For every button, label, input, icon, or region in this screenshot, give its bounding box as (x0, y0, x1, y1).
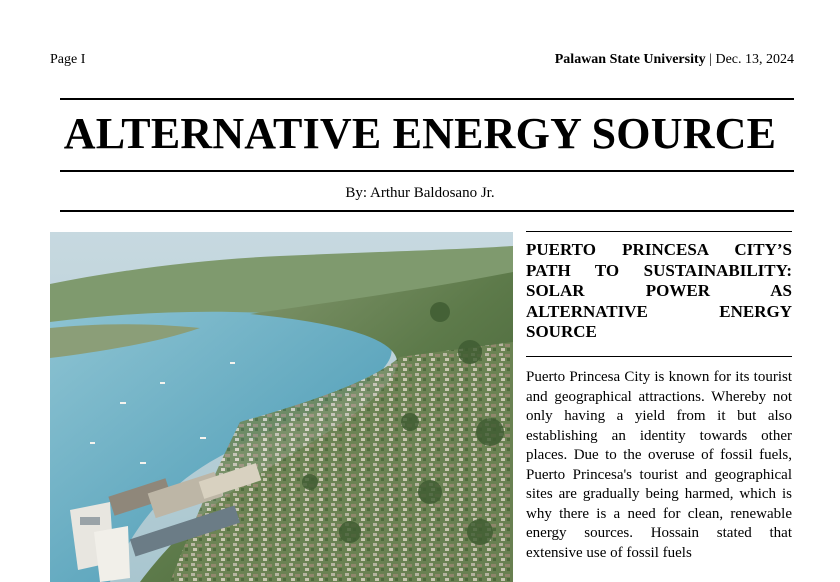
article-headline: PUERTO PRINCESA CITY’S PATH TO SUSTAINABILITY: SOLAR POWER AS ALTERNATIVE ENERGY SOURCE (526, 240, 792, 341)
publisher-name: Palawan State University (554, 52, 706, 67)
page-number: Page I (50, 52, 86, 67)
aerial-photo (50, 232, 513, 582)
title-rule (60, 170, 794, 172)
masthead-separator: | (705, 52, 716, 67)
issue-date: Dec. 13, 2024 (715, 52, 794, 67)
page-title: ALTERNATIVE ENERGY SOURCE (63, 109, 777, 158)
headline-bottom-rule (526, 356, 792, 357)
article-body: Puerto Princesa City is known for its tourist and geographical attractions. Whereby not only having a yield from it but also establishing an identity towards other places. Due to the overuse of fossil fuels, Puerto Princesa's tourist and geographical sites are gradually being harmed, which is why there is a need for clean, renewable energy sources. Hossain stated that extensive use of fossil fuels (526, 369, 792, 561)
byline-rule (60, 210, 794, 212)
byline: By: Arthur Baldosano Jr. (345, 185, 495, 201)
masthead (555, 52, 794, 68)
headline-top-rule (526, 231, 792, 232)
top-rule (60, 98, 794, 100)
